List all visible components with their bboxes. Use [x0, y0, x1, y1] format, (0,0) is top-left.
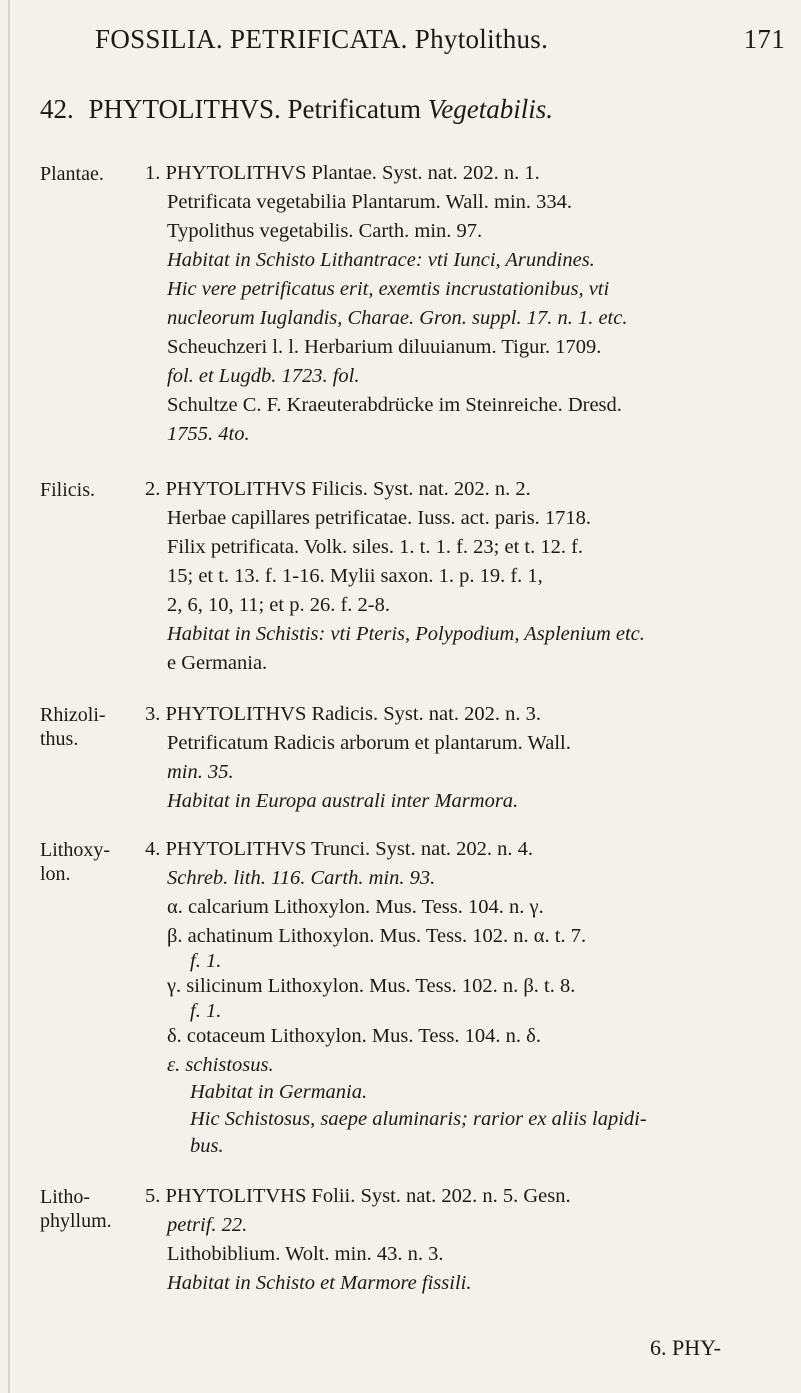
section-subtitle: Petrificatum	[287, 94, 421, 124]
catchword: 6. PHY-	[650, 1335, 721, 1360]
entry-line: fol. et Lugdb. 1723. fol.	[167, 365, 360, 387]
habitat-line: Habitat in Schisto et Marmore fissili.	[167, 1272, 472, 1294]
running-header	[95, 24, 785, 55]
page-edge-shadow	[8, 0, 10, 1393]
margin-label: Litho- phyllum.	[40, 1186, 112, 1232]
margin-label: Lithoxy- lon.	[40, 839, 110, 885]
entry-line: 1755. 4to.	[167, 423, 250, 445]
entry-line: Petrificatum Radicis arborum et plantarum. Wall.	[167, 732, 571, 754]
entry-line: Petrificata vegetabilia Plantarum. Wall. min. 334.	[167, 191, 573, 213]
entry-line: Schultze C. F. Kraeuterabdrücke im Steinreiche. Dresd.	[167, 394, 622, 416]
entry-line: Filix petrificata. Volk. siles. 1. t. 1. f. 23; et t. 12. f.	[167, 536, 584, 558]
margin-label: Rhizoli- thus.	[40, 704, 106, 750]
entry-line: 3. PHYTOLITHVS Radicis. Syst. nat. 202. n. 3.	[145, 703, 541, 725]
margin-label: Plantae.	[40, 163, 104, 185]
entry-line: 2. PHYTOLITHVS Filicis. Syst. nat. 202. n. 2.	[145, 478, 531, 500]
entry-line: 15; et t. 13. f. 1-16. Mylii saxon. 1. p. 19. f. 1,	[167, 565, 543, 587]
entry-line: f. 1.	[190, 1000, 222, 1022]
entry-line: bus.	[190, 1135, 224, 1157]
entry-line: f. 1.	[190, 950, 222, 972]
section-name: PHYTOLITHVS.	[88, 94, 281, 124]
entry-line: Hic vere petrificatus erit, exemtis incrustationibus, vti	[167, 278, 610, 300]
section-title	[40, 94, 553, 125]
variety-line: β. achatinum Lithoxylon. Mus. Tess. 102. n. α. t. 7.	[167, 925, 587, 947]
entry-line: Hic Schistosus, saepe aluminaris; rarior ex aliis lapidi-	[190, 1108, 647, 1130]
variety-line: δ. cotaceum Lithoxylon. Mus. Tess. 104. n. δ.	[167, 1025, 541, 1047]
entry-line: Herbae capillares petrificatae. Iuss. act. paris. 1718.	[167, 507, 592, 529]
habitat-line: Habitat in Schisto Lithantrace: vti Iunci, Arundines.	[167, 249, 595, 271]
variety-line: ε. schistosus.	[167, 1054, 274, 1076]
habitat-line: Habitat in Schistis: vti Pteris, Polypodium, Asplenium etc.	[167, 623, 645, 645]
entry-line: petrif. 22.	[167, 1214, 248, 1236]
entry-line: Scheuchzeri l. l. Herbarium diluuianum. Tigur. 1709.	[167, 336, 602, 358]
margin-label: Filicis.	[40, 479, 96, 501]
entry-line: Schreb. lith. 116. Carth. min. 93.	[167, 867, 436, 889]
page-number: 171	[743, 24, 785, 54]
entry-line: e Germania.	[167, 652, 268, 674]
entry-line: 4. PHYTOLITHVS Trunci. Syst. nat. 202. n. 4.	[145, 838, 534, 860]
habitat-line: Habitat in Europa australi inter Marmora.	[167, 790, 519, 812]
variety-line: γ. silicinum Lithoxylon. Mus. Tess. 102. n. β. t. 8.	[167, 975, 576, 997]
section-subtitle-italic: Vegetabilis.	[427, 94, 553, 124]
entry-line: 5. PHYTOLITVHS Folii. Syst. nat. 202. n. 5. Gesn.	[145, 1185, 571, 1207]
entry-line: Typolithus vegetabilis. Carth. min. 97.	[167, 220, 483, 242]
running-title: FOSSILIA. PETRIFICATA. Phytolithus.	[95, 24, 549, 54]
entry-line: 1. PHYTOLITHVS Plantae. Syst. nat. 202. n. 1.	[145, 162, 540, 184]
entry-line: nucleorum Iuglandis, Charae. Gron. suppl. 17. n. 1. etc.	[167, 307, 628, 329]
variety-line: α. calcarium Lithoxylon. Mus. Tess. 104. n. γ.	[167, 896, 544, 918]
habitat-line: Habitat in Germania.	[190, 1081, 368, 1103]
entry-line: 2, 6, 10, 11; et p. 26. f. 2-8.	[167, 594, 391, 616]
entry-line: min. 35.	[167, 761, 234, 783]
entry-line: Lithobiblium. Wolt. min. 43. n. 3.	[167, 1243, 444, 1265]
section-number: 42.	[40, 94, 74, 124]
